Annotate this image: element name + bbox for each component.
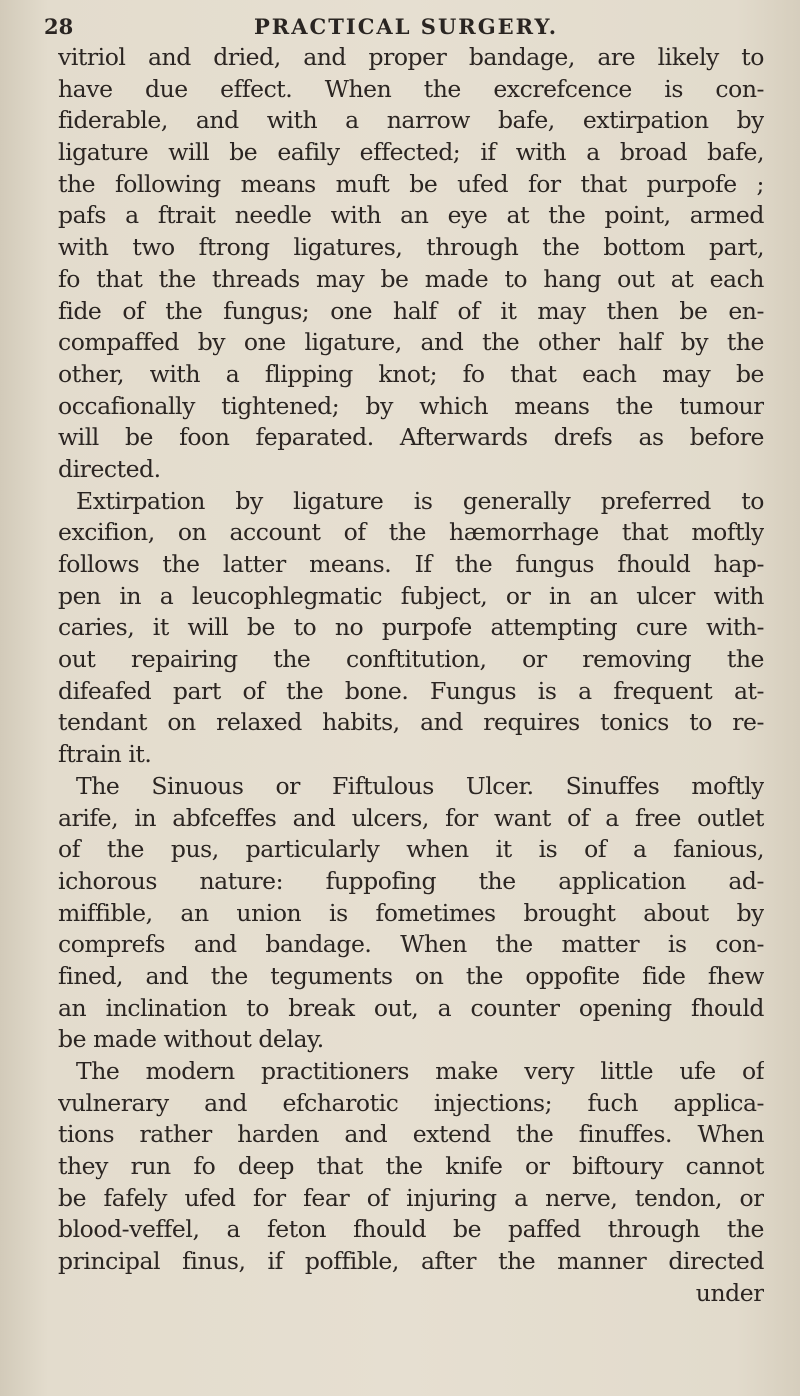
text-line: The modern practitioners make very little ufe of <box>76 1057 764 1085</box>
text-line: difeafed part of the bone. Fungus is a frequent at- <box>58 676 764 705</box>
text-line: compaffed by one ligature, and the other half by the <box>58 328 764 357</box>
text-line: miffible, an union is fometimes brought about by <box>58 898 764 927</box>
text-line: vitriol and dried, and proper bandage, are likely to <box>58 43 764 71</box>
text-line: blood-veffel, a feton fhould be paffed through the <box>58 1215 764 1244</box>
text-line: excifion, on account of the hæmorrhage that moftly <box>58 518 764 547</box>
text-line: ftrain it. <box>58 740 152 769</box>
text-line: other, with a flipping knot; fo that each may be <box>58 359 764 388</box>
text-line: tendant on relaxed habits, and requires tonics to re- <box>58 708 764 737</box>
text-line: will be foon feparated. Afterwards drefs as before <box>58 423 764 452</box>
text-line: out repairing the conftitution, or removing the <box>58 645 764 674</box>
text-line: arife, in abfceffes and ulcers, for want of a free outlet <box>58 803 764 832</box>
text-line: fo that the threads may be made to hang out at each <box>58 264 764 293</box>
text-line: vulnerary and efcharotic injections; fuch applica- <box>58 1088 764 1117</box>
text-line: an inclination to break out, a counter opening fhould <box>58 993 764 1022</box>
text-line: with two ftrong ligatures, through the bottom part, <box>58 233 764 262</box>
text-line: be made without delay. <box>58 1025 324 1054</box>
text-line: ichorous nature: fuppofing the application ad- <box>58 866 764 895</box>
text-line: the following means muft be ufed for that purpofe ; <box>58 169 764 198</box>
text-line: directed. <box>58 454 161 483</box>
page-header <box>44 10 760 44</box>
text-line: under <box>695 1278 764 1307</box>
text-line: have due effect. When the excrefcence is con- <box>58 74 764 103</box>
text-line: comprefs and bandage. When the matter is con- <box>58 930 764 959</box>
text-line: fiderable, and with a narrow bafe, extirpation by <box>58 106 764 135</box>
text-line: of the pus, particularly when it is of a fanious, <box>58 835 764 864</box>
text-line: pen in a leucophlegmatic fubject, or in an ulcer with <box>58 581 764 610</box>
running-head: PRACTICAL SURGERY. <box>254 14 559 39</box>
text-line: caries, it will be to no purpofe attempting cure with- <box>58 613 764 642</box>
page-number: 28 <box>44 14 74 39</box>
text-line: pafs a ftrait needle with an eye at the point, armed <box>58 201 764 230</box>
text-line: occafionally tightened; by which means the tumour <box>58 391 764 420</box>
text-line: be fafely ufed for fear of injuring a nerve, tendon, or <box>58 1183 764 1212</box>
text-line: principal finus, if poffible, after the manner directed <box>58 1247 764 1276</box>
text-line: tions rather harden and extend the finuffes. When <box>58 1120 764 1149</box>
text-line: fined, and the teguments on the oppofite fide fhew <box>58 961 764 990</box>
text-line: The Sinuous or Fiftulous Ulcer. Sinuffes moftly <box>76 771 764 800</box>
text-line: Extirpation by ligature is generally preferred to <box>76 486 764 515</box>
text-line: follows the latter means. If the fungus fhould hap- <box>58 550 764 578</box>
text-line: fide of the fungus; one half of it may then be en- <box>58 296 764 325</box>
text-line: they run fo deep that the knife or biftoury cannot <box>58 1152 764 1181</box>
text-line: ligature will be eafily effected; if with a broad bafe, <box>58 138 764 167</box>
body-text <box>58 42 764 1310</box>
